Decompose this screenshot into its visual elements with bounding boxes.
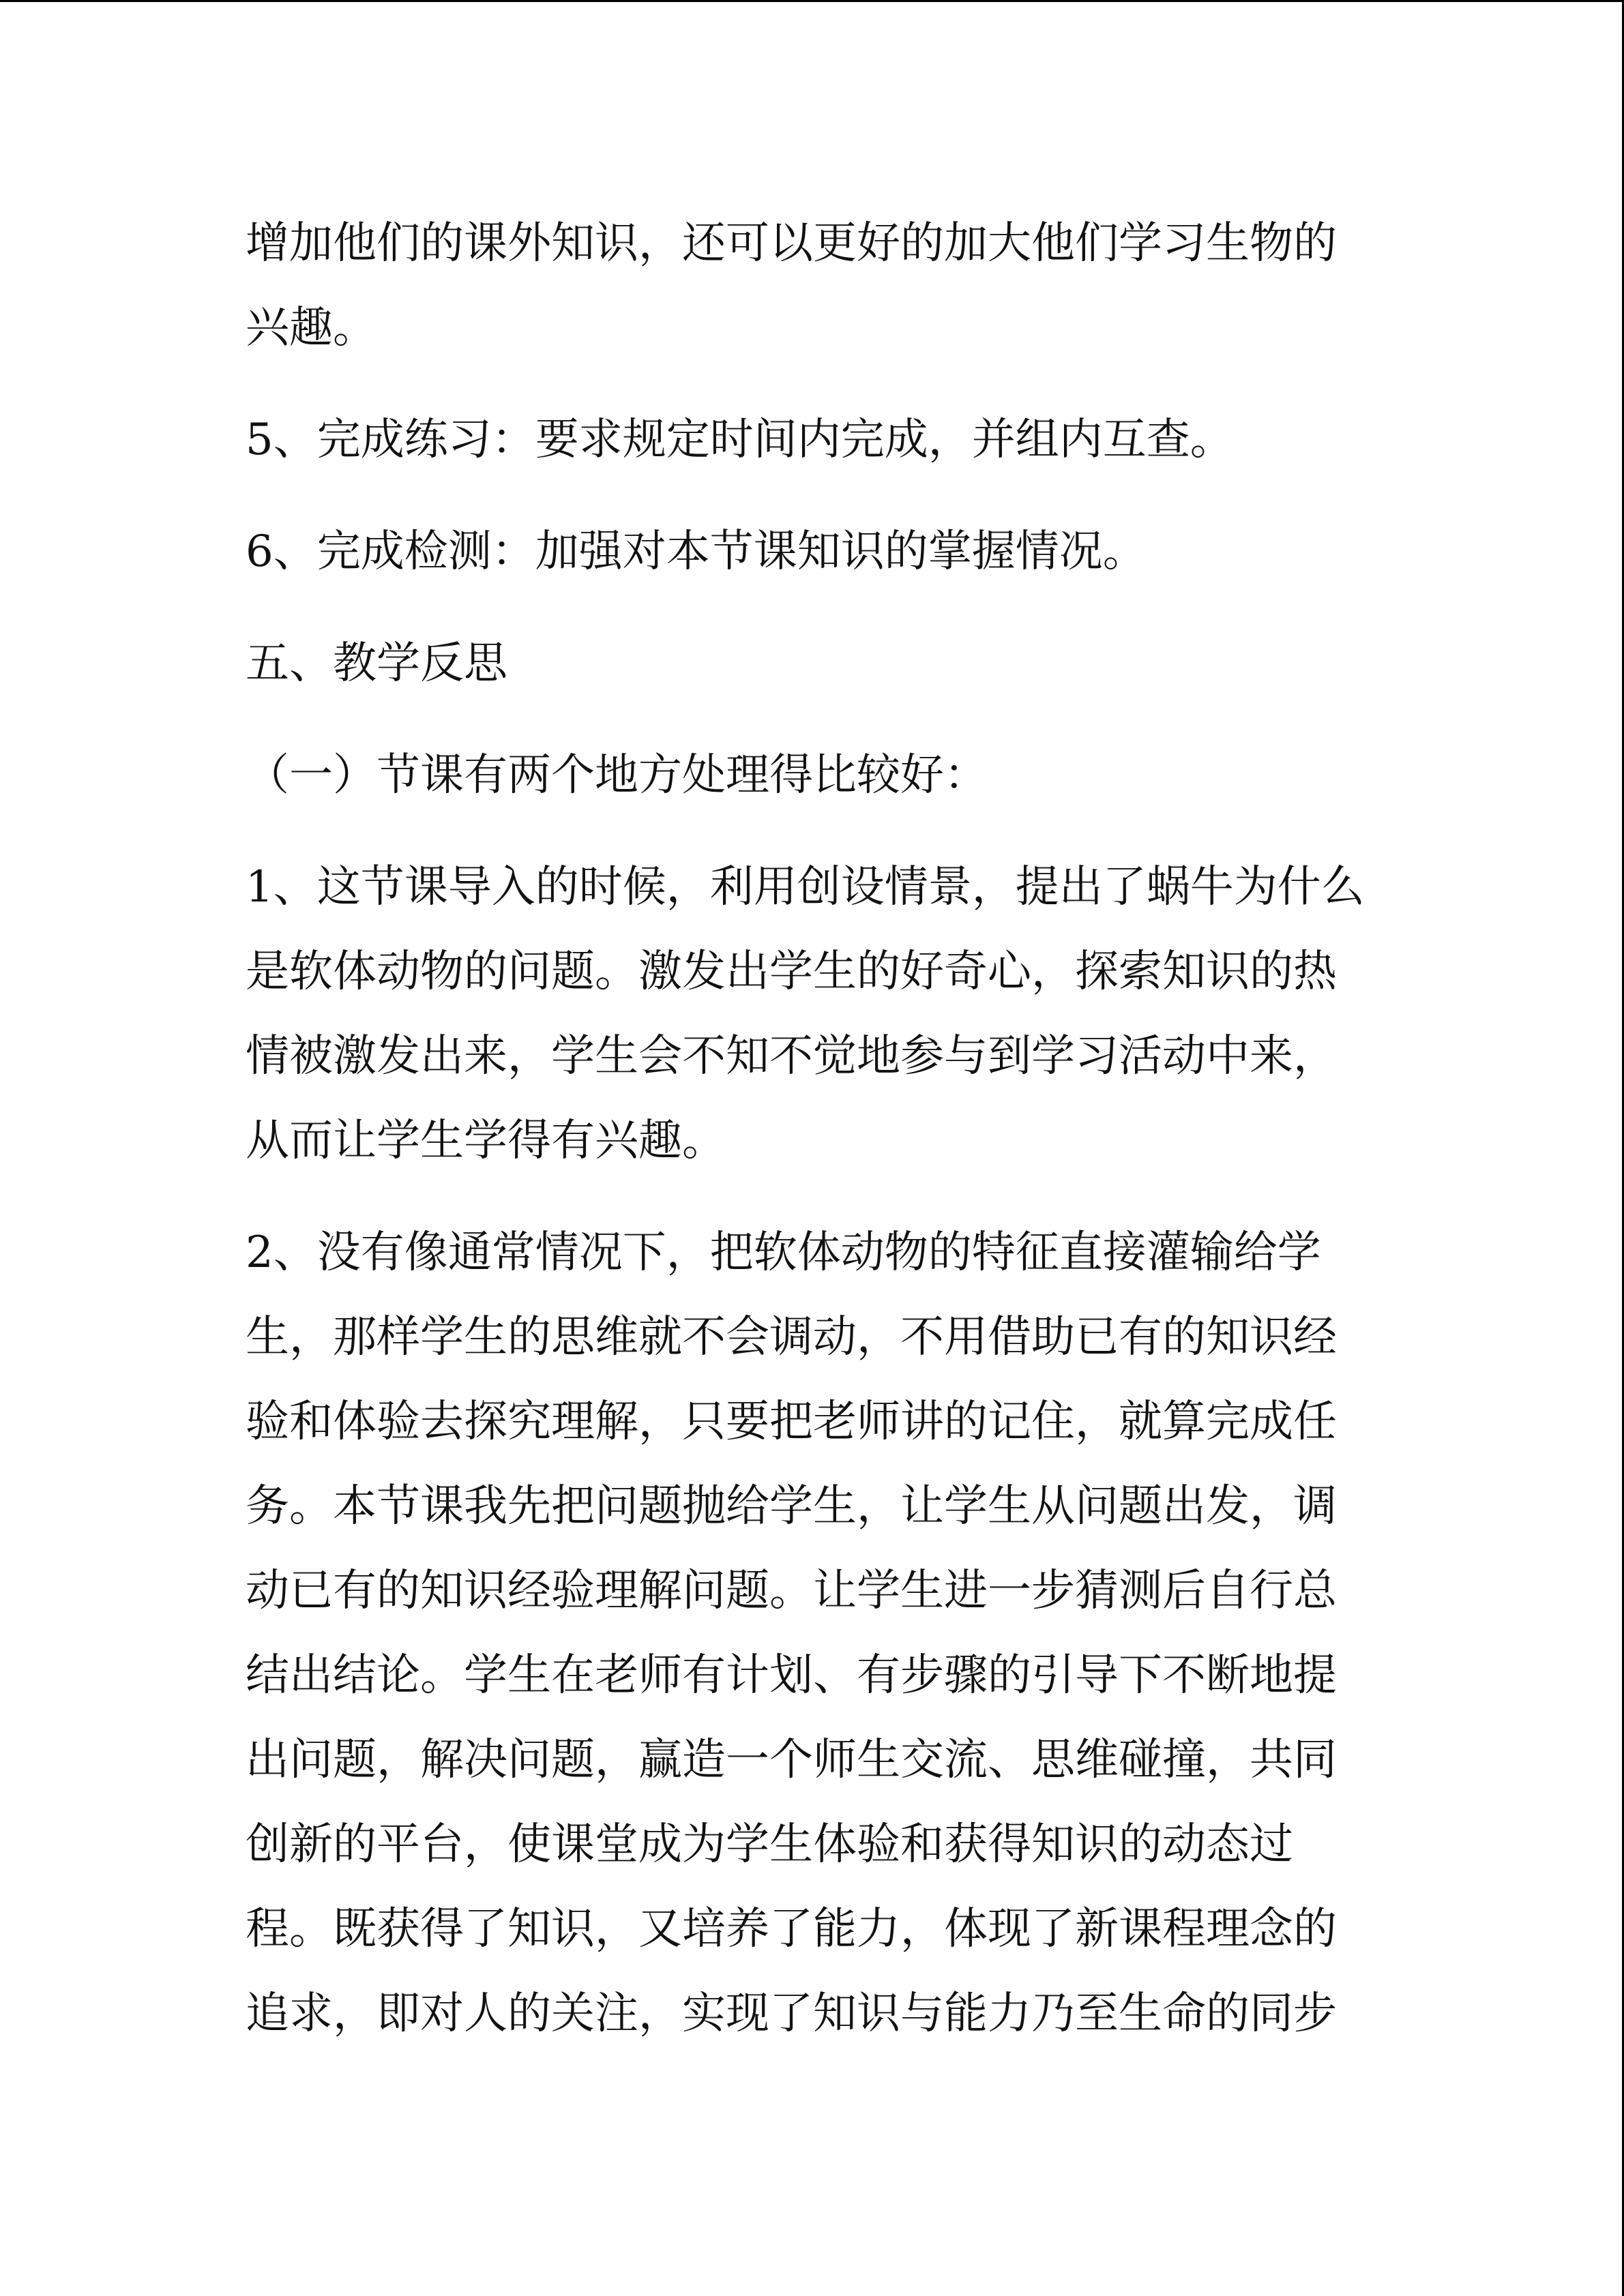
document-body <box>246 201 1364 2056</box>
text-line: 兴趣。 <box>246 303 377 353</box>
paragraph-2-line: 生，那样学生的思维就不会调动，不用借助已有的知识经 <box>246 1312 1337 1362</box>
paragraph-2-line: 2、没有像通常情况下，把软体动物的特征直接灌输给学 <box>246 1227 1321 1278</box>
paragraph-2-line: 出问题，解决问题，赢造一个师生交流、思维碰撞，共同 <box>246 1735 1337 1785</box>
paragraph-2-line: 验和体验去探究理解，只要把老师讲的记住，就算完成任 <box>246 1397 1337 1447</box>
paragraph-1-line: 情被激发出来，学生会不知不觉地参与到学习活动中来， <box>246 1031 1337 1082</box>
paragraph-2-line: 务。本节课我先把问题抛给学生，让学生从问题出发，调 <box>246 1481 1337 1532</box>
section-heading: 五、教学反思 <box>246 638 507 689</box>
paragraph-2-line: 追求，即对人的关注，实现了知识与能力乃至生命的同步 <box>246 1988 1337 2039</box>
list-item-6: 6、完成检测：加强对本节课知识的掌握情况。 <box>246 526 1147 577</box>
paragraph-1-line: 1、这节课导入的时候，利用创设情景，提出了蜗牛为什么 <box>246 862 1365 912</box>
paragraph-1-line: 是软体动物的问题。激发出学生的好奇心，探索知识的热 <box>246 946 1337 997</box>
paragraph-2-line: 创新的平台，使课堂成为学生体验和获得知识的动态过 <box>246 1819 1293 1870</box>
paragraph-1-line: 从而让学生学得有兴趣。 <box>246 1116 726 1166</box>
subsection-heading: （一）节课有两个地方处理得比较好： <box>246 750 988 801</box>
list-item-5: 5、完成练习：要求规定时间内完成，并组内互查。 <box>246 415 1234 465</box>
paragraph-2-line: 程。既获得了知识，又培养了能力，体现了新课程理念的 <box>246 1904 1337 1954</box>
paragraph-2-line: 动已有的知识经验理解问题。让学生进一步猜测后自行总 <box>246 1566 1337 1616</box>
text-line: 增加他们的课外知识，还可以更好的加大他们学习生物的 <box>246 218 1337 269</box>
paragraph-2-line: 结出结论。学生在老师有计划、有步骤的引导下不断地提 <box>246 1650 1337 1701</box>
